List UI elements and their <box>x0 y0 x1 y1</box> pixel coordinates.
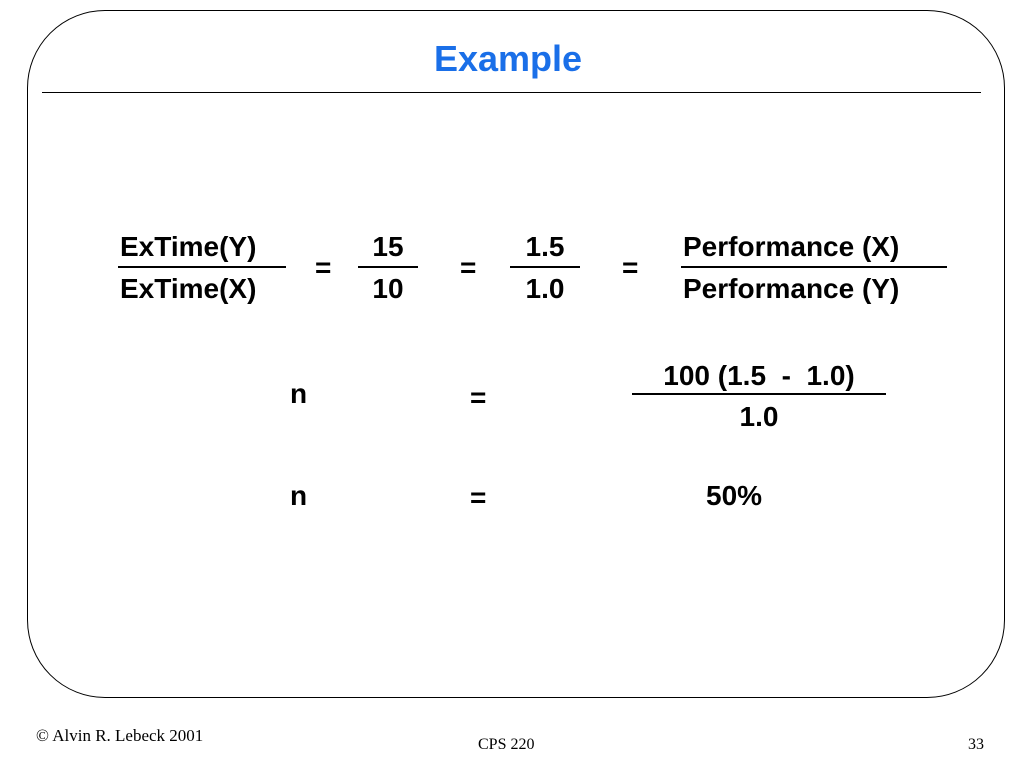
variable-n-1: n <box>290 378 308 409</box>
fraction-15-numerator: 15 <box>372 231 404 262</box>
extime-x-denominator: ExTime(X) <box>120 273 257 304</box>
improvement-denominator: 1.0 <box>739 401 779 432</box>
variable-n-2: n <box>290 480 308 511</box>
fraction-bar-15-10 <box>358 266 418 268</box>
equals-sign-4: = <box>470 382 487 413</box>
fraction-bar-improvement <box>632 393 886 395</box>
equals-sign-2: = <box>460 252 477 283</box>
extime-y-numerator: ExTime(Y) <box>120 231 257 262</box>
fraction-10-denominator: 10 <box>372 273 404 304</box>
fraction-1-5-numerator: 1.5 <box>525 231 565 262</box>
fraction-bar-extime <box>118 266 286 268</box>
slide-frame <box>27 10 1005 698</box>
fraction-bar-performance <box>681 266 947 268</box>
performance-x-numerator: Performance (X) <box>683 231 900 262</box>
fraction-bar-1-5-1-0 <box>510 266 580 268</box>
footer-copyright: © Alvin R. Lebeck 2001 <box>36 726 204 745</box>
fraction-1-0-denominator: 1.0 <box>525 273 565 304</box>
result-value: 50% <box>706 480 763 511</box>
performance-y-denominator: Performance (Y) <box>683 273 900 304</box>
equals-sign-3: = <box>622 252 639 283</box>
equals-sign-5: = <box>470 482 487 513</box>
improvement-numerator: 100 (1.5 - 1.0) <box>663 360 855 391</box>
footer-page-number: 33 <box>968 736 984 753</box>
slide-title: Example <box>433 38 583 79</box>
footer-course: CPS 220 <box>478 736 535 753</box>
equals-sign-1: = <box>315 252 332 283</box>
title-divider <box>42 92 981 93</box>
